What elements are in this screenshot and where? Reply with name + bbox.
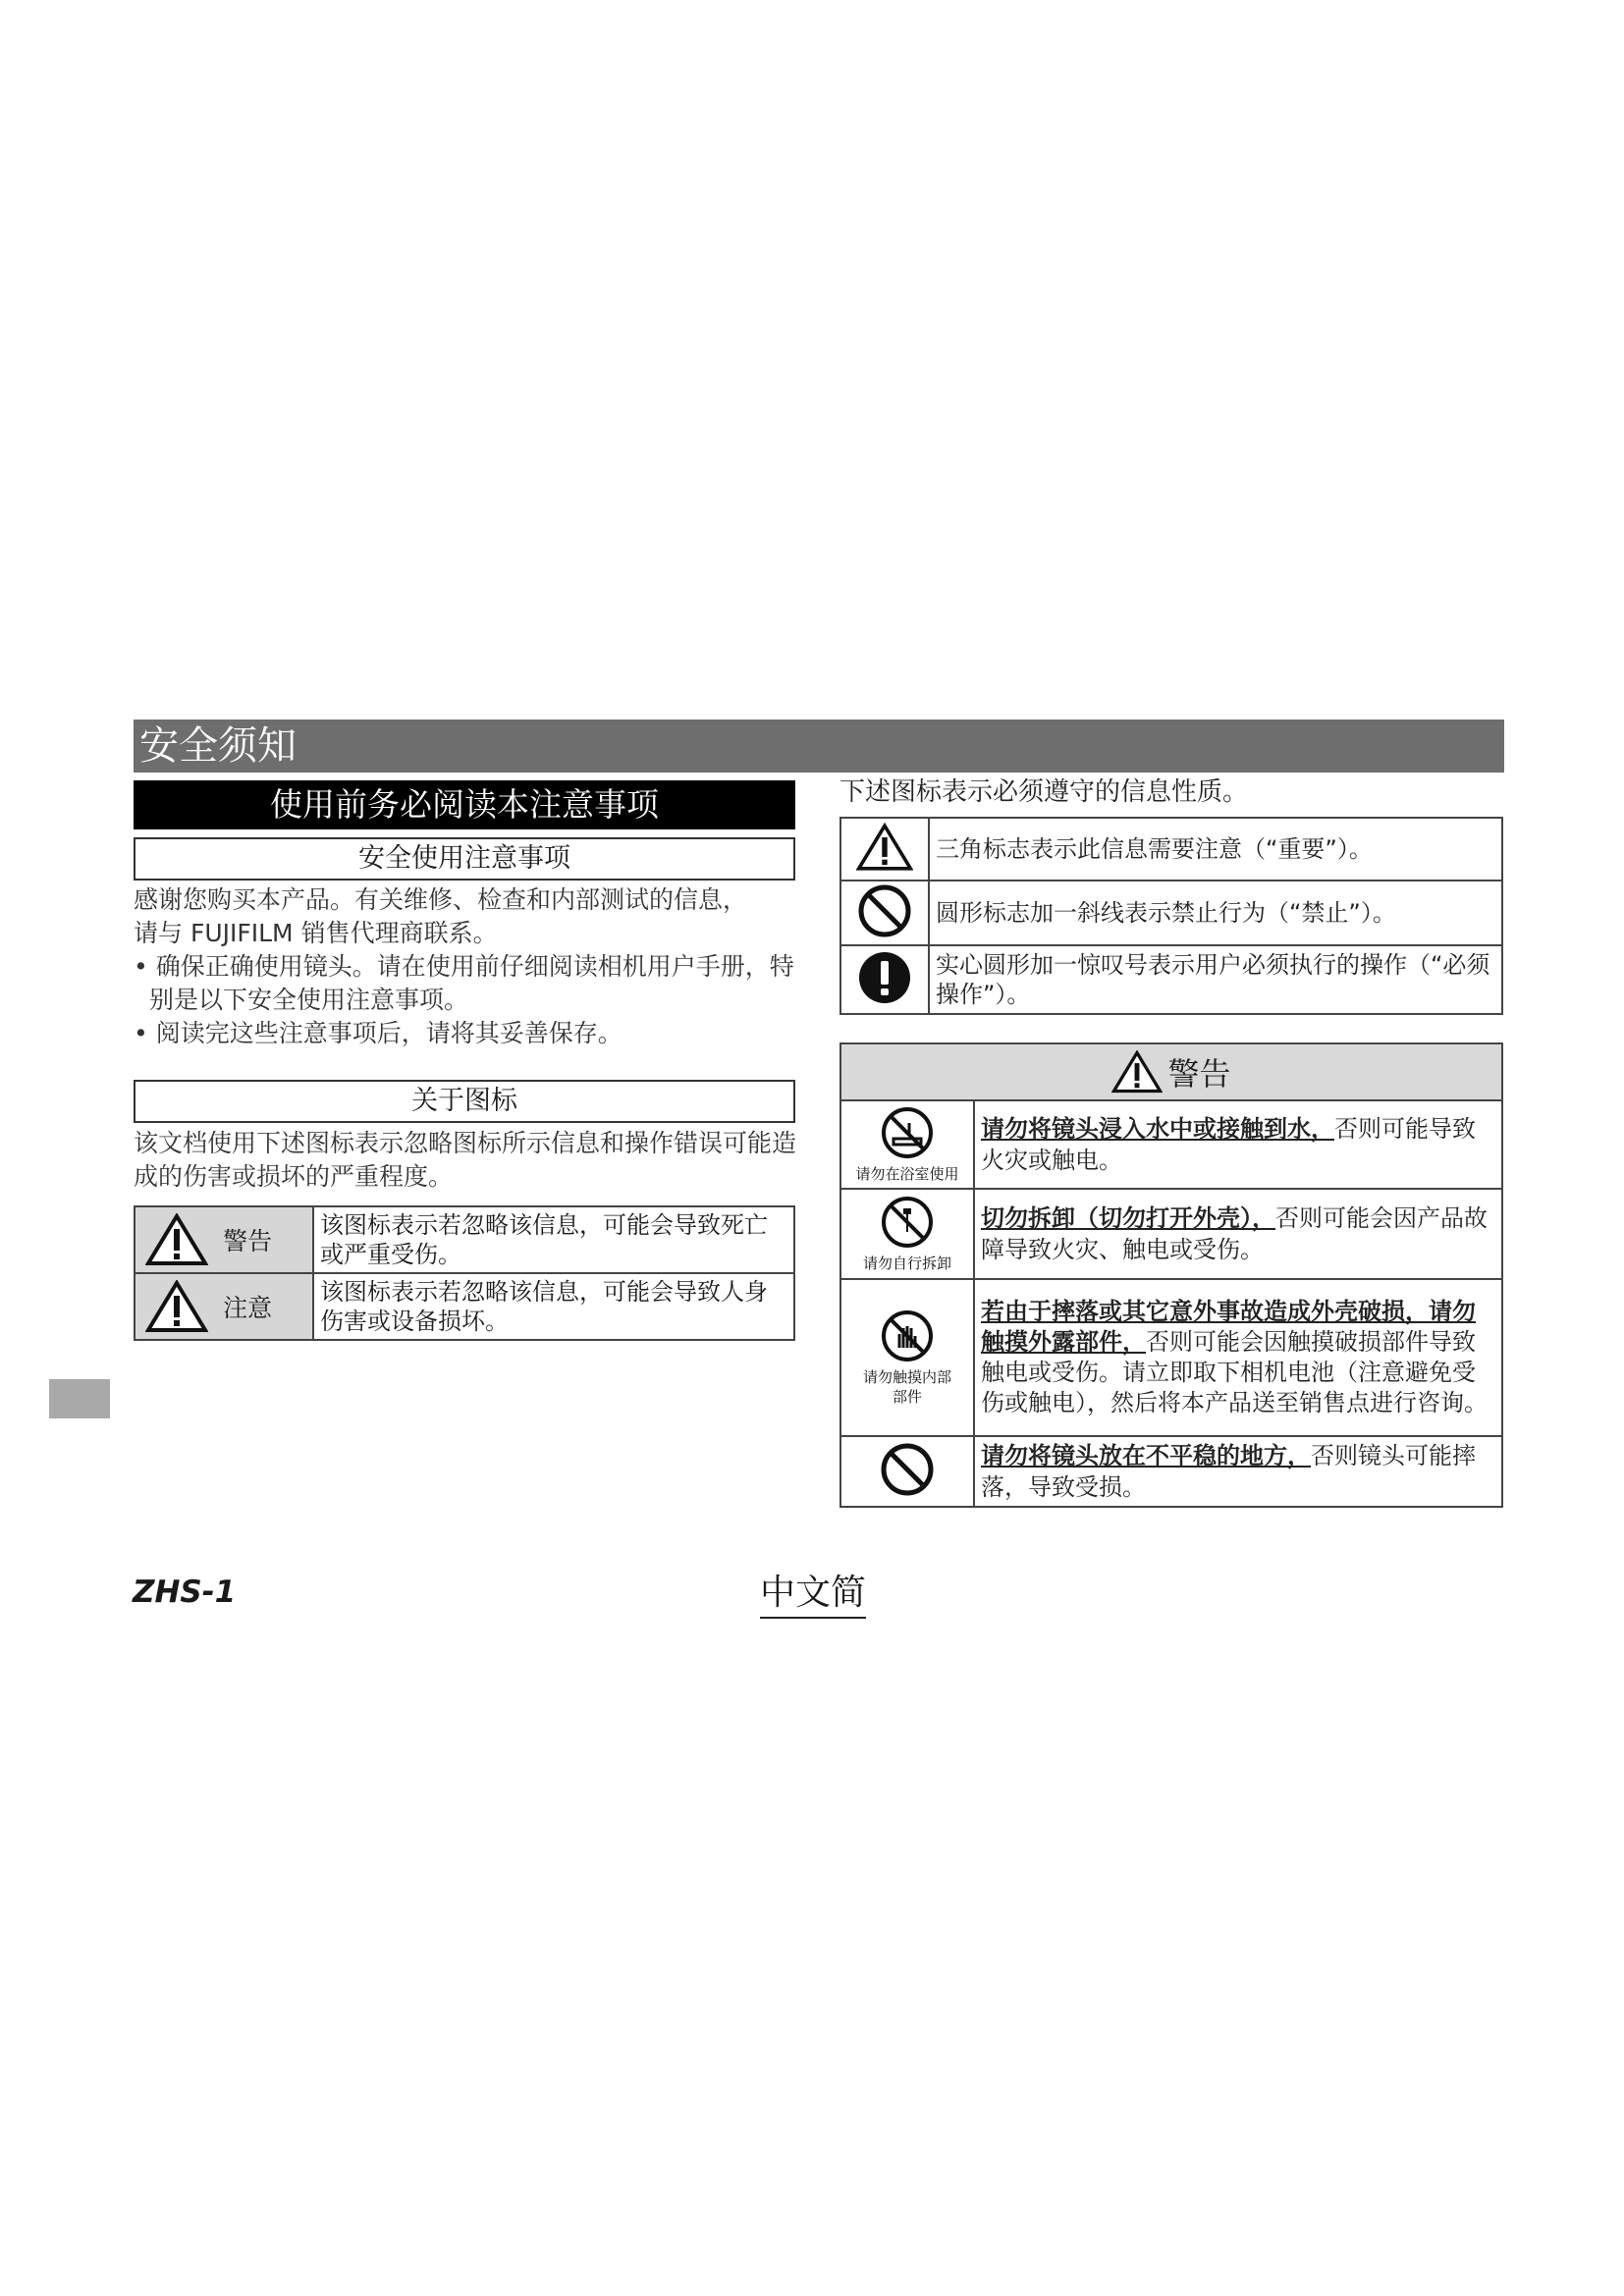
warning-table [839,1042,1503,1508]
warning-row [840,1100,1502,1189]
symbol-text: 圆形标志加一斜线表示禁止行为（“禁止”）。 [929,881,1502,945]
warning-icon-label: 请勿自行拆卸 [862,1255,951,1272]
symbol-row [840,881,1502,945]
warning-icon-cell [840,1189,974,1279]
warning-header-label: 警告 [1167,1055,1231,1093]
triangle-icon [856,823,913,872]
safety-heading: 安全使用注意事项 [134,837,795,881]
footer-page-code: ZHS-1 [133,1575,237,1610]
warning-row [840,1189,1502,1279]
triangle-icon [145,1280,208,1333]
severity-icon-cell [135,1273,313,1340]
warning-row [840,1279,1502,1436]
no-disassemble-icon [880,1195,935,1250]
symbols-intro: 下述图标表示必须遵守的信息性质。 [839,777,1249,807]
warning-icon-cell [840,1100,974,1189]
page-title-bar [134,720,1504,773]
triangle-icon [145,1213,208,1266]
severity-label: 警告 [223,1227,273,1255]
warning-emphasis: 请勿将镜头浸入水中或接触到水， [981,1115,1334,1143]
severity-text: 该图标表示若忽略该信息，可能会导致死亡或严重受伤。 [313,1206,794,1273]
section-header: 使用前务必阅读本注意事项 [134,780,795,829]
warning-icon-label: 请勿触摸内部部件 [863,1368,952,1406]
bullet-2: • 阅读完这些注意事项后，请将其妥善保存。 [134,1019,623,1047]
warning-text [974,1436,1502,1507]
mandatory-icon [857,950,912,1005]
footer-language: 中文简 [760,1565,866,1619]
about-icons-heading: 关于图标 [134,1080,795,1123]
warning-header-row [840,1043,1502,1100]
warning-emphasis: 切勿拆卸（切勿打开外壳）， [981,1204,1275,1232]
prohibited-icon [857,883,912,938]
warning-icon-cell [840,1436,974,1507]
severity-table [134,1205,795,1341]
no-water-icon [880,1105,935,1160]
triangle-icon [1111,1050,1163,1094]
warning-rest: 否则可能导致火灾或触电。 [981,1115,1476,1174]
page-tab-marker [49,1379,110,1418]
intro-line-1: 感谢您购买本产品。有关维修、检查和内部测试的信息， [134,885,748,914]
intro-line-2: 请与 FUJIFILM 销售代理商联系。 [134,919,498,947]
warning-header [840,1043,1502,1100]
warning-icon-cell [840,1279,974,1436]
warning-row [840,1436,1502,1507]
symbol-row [840,818,1502,881]
warning-text [974,1279,1502,1436]
warning-icon-label: 请勿在浴室使用 [855,1165,959,1183]
warning-rest: 否则镜头可能摔落，导致受损。 [981,1442,1476,1501]
severity-icon-cell [135,1206,313,1273]
warning-rest: 否则可能会因触摸破损部件导致触电或受伤。请立即取下相机电池（注意避免受伤或触电），然后将本产品送至销售点进行咨询。 [981,1328,1488,1416]
severity-row-warning [135,1206,794,1273]
bullet-1: • 确保正确使用镜头。请在使用前仔细阅读相机用户手册，特别是以下安全使用注意事项。 [134,952,794,1014]
about-icons-text: 该文档使用下述图标表示忽略图标所示信息和操作错误可能造成的伤害或损坏的严重程度。 [134,1129,797,1191]
symbol-icon-cell [840,945,929,1014]
warning-text [974,1189,1502,1279]
no-touch-icon [880,1308,935,1363]
page-title: 安全须知 [139,723,297,769]
symbol-row [840,945,1502,1014]
prohibited-icon [880,1442,935,1497]
safety-intro [134,883,801,1050]
warning-emphasis: 若由于摔落或其它意外事故造成外壳破损，请勿触摸外露部件， [981,1298,1476,1356]
symbol-text: 实心圆形加一惊叹号表示用户必须执行的操作（“必须操作”）。 [929,945,1502,1014]
severity-label: 注意 [223,1294,273,1322]
severity-text: 该图标表示若忽略该信息，可能会导致人身伤害或设备损坏。 [313,1273,794,1340]
warning-rest: 否则可能会因产品故障导致火灾、触电或受伤。 [981,1204,1488,1263]
symbols-table [839,817,1503,1015]
symbol-icon-cell [840,818,929,881]
symbol-icon-cell [840,881,929,945]
warning-text [974,1100,1502,1189]
warning-emphasis: 请勿将镜头放在不平稳的地方， [981,1442,1311,1469]
severity-row-caution [135,1273,794,1340]
symbol-text: 三角标志表示此信息需要注意（“重要”）。 [929,818,1502,881]
